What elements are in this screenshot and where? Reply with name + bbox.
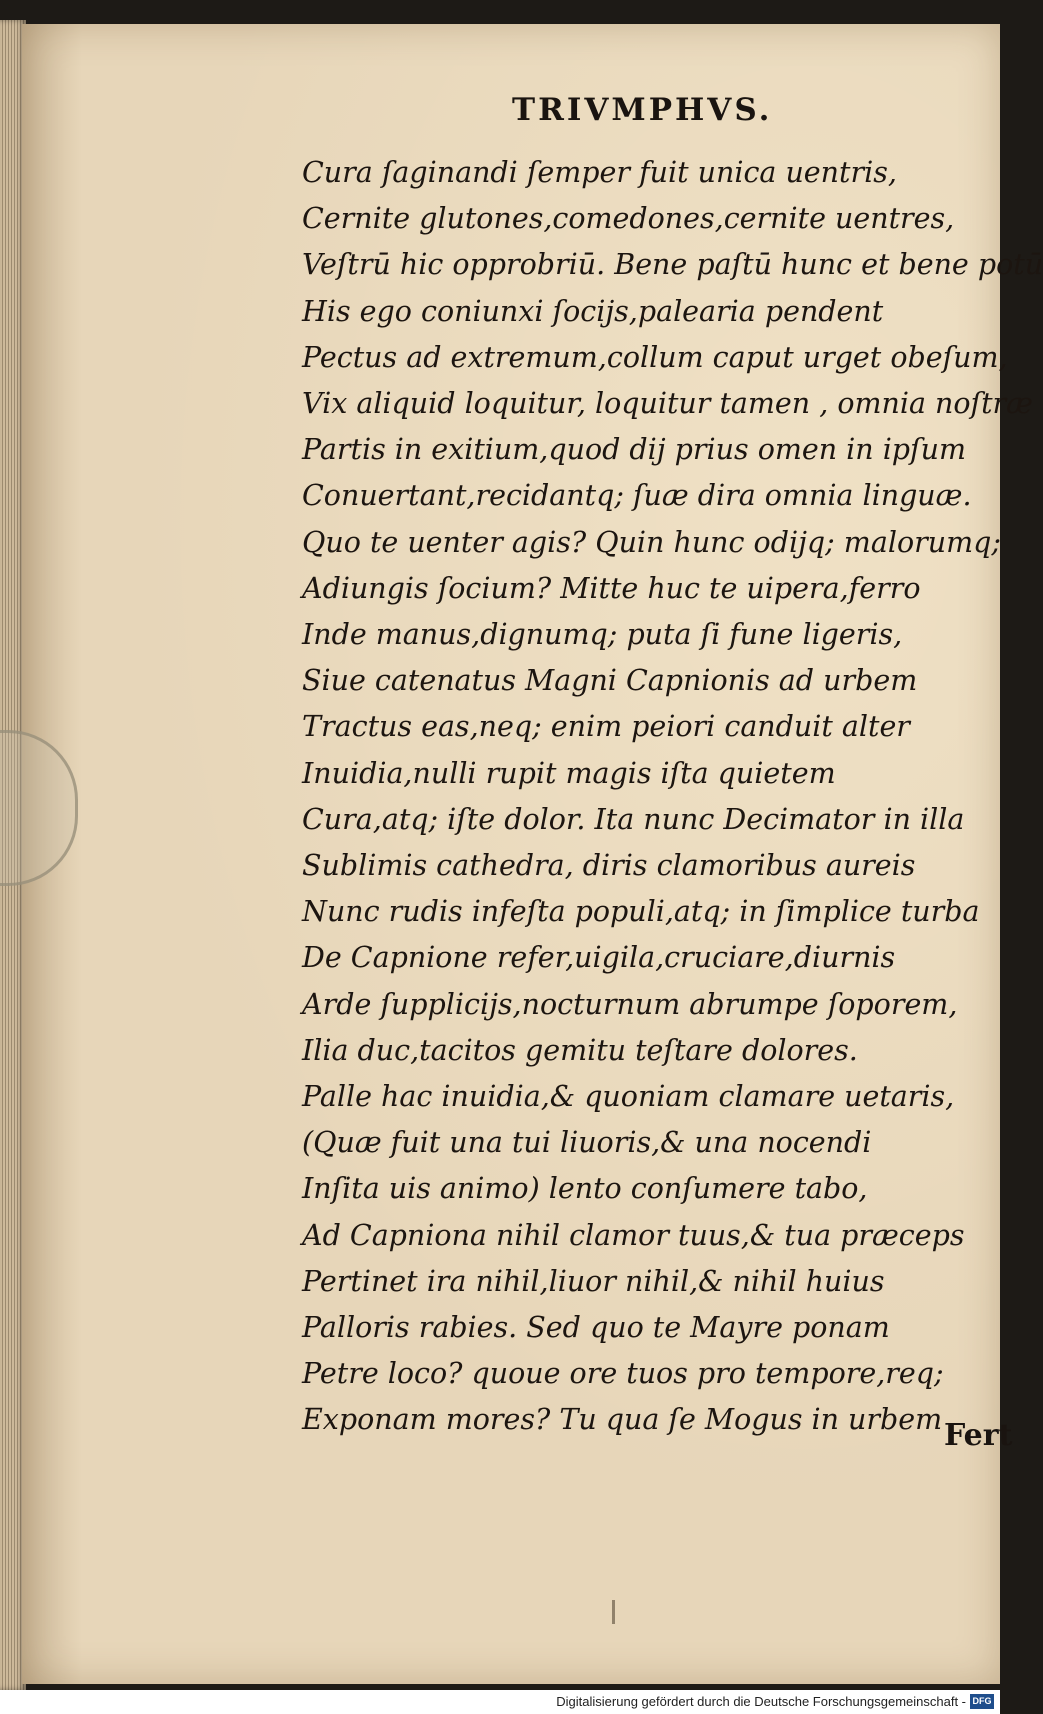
verse-line: Partis in exitium,quod dij prius omen in ipſum [302,433,966,467]
verse-line: Quo te uenter agis? Quin hunc odijq; malorumq; [302,525,1001,559]
verse-line: His ego coniunxi ſocijs,palearia pendent [302,294,884,328]
verse-line: Adiungis ſocium? Mitte huc te uipera,ferro [302,571,921,605]
verse-line: Vix aliquid loquitur, loquitur tamen , omnia noſtræ [302,387,1033,421]
page-mark [612,1600,615,1624]
verse-line: Tractus eas,neq; enim peiori canduit alter [302,710,910,744]
verse-line: Cura,atq; iſte dolor. Ita nunc Decimator in illa [302,802,965,836]
verse-line: Inuidia,nulli rupit magis iſta quietem [302,756,836,790]
dfg-logo: DFG [970,1694,994,1709]
verse-line: (Quæ fuit una tui liuoris,& una nocendi [302,1126,872,1160]
verse-line: Veſtrū hic opprobriū. Bene paſtū hunc et bene potū [302,248,1043,282]
verse-line: Cura ſaginandi ſemper fuit unica uentris, [302,156,897,189]
footer-bar [0,1690,1000,1714]
verse-line: Siue catenatus Magni Capnionis ad urbem [302,664,918,698]
verse-line: Palle hac inuidia,& quoniam clamare uetaris, [302,1080,955,1114]
verse-line: Exponam mores? Tu qua ſe Mogus in urbem [302,1403,943,1437]
verse-line: Pertinet ira nihil,liuor nihil,& nihil huius [302,1264,885,1298]
footer-credit: Digitalisierung gefördert durch die Deutsche Forschungsgemeinschaft - [556,1694,966,1709]
verse-line: Arde ſupplicijs,nocturnum abrumpe ſoporem, [302,987,958,1021]
verse-line: Ad Capniona nihil clamor tuus,& tua præceps [302,1218,965,1252]
verse-line: De Capnione refer,uigila,cruciare,diurnis [302,941,896,975]
verse-line: Petre loco? quoue ore tuos pro tempore,req; [302,1357,944,1391]
verse-line: Palloris rabies. Sed quo te Mayre ponam [302,1311,890,1345]
running-head: TRIVMPHVS. [512,92,773,128]
verse-line: Pectus ad extremum,collum caput urget obeſum, [302,340,1008,374]
verse-line: Sublimis cathedra, diris clamoribus aureis [302,849,916,883]
verse-line: Ilia duc,tacitos gemitu teſtare dolores. [302,1033,858,1067]
verse-line: Conuertant,recidantq; ſuæ dira omnia linguæ. [302,479,972,513]
verse-line: Inde manus,dignumq; puta ſi fune ligeris, [302,618,903,652]
verse-line: Cernite glutones,comedones,cernite uentres, [302,202,955,236]
verse-line: Inſita uis animo) lento conſumere tabo, [302,1172,868,1206]
catchword: Fert [944,1418,1013,1453]
verse-line: Nunc rudis infeſta populi,atq; in ſimplice turba [302,895,980,929]
